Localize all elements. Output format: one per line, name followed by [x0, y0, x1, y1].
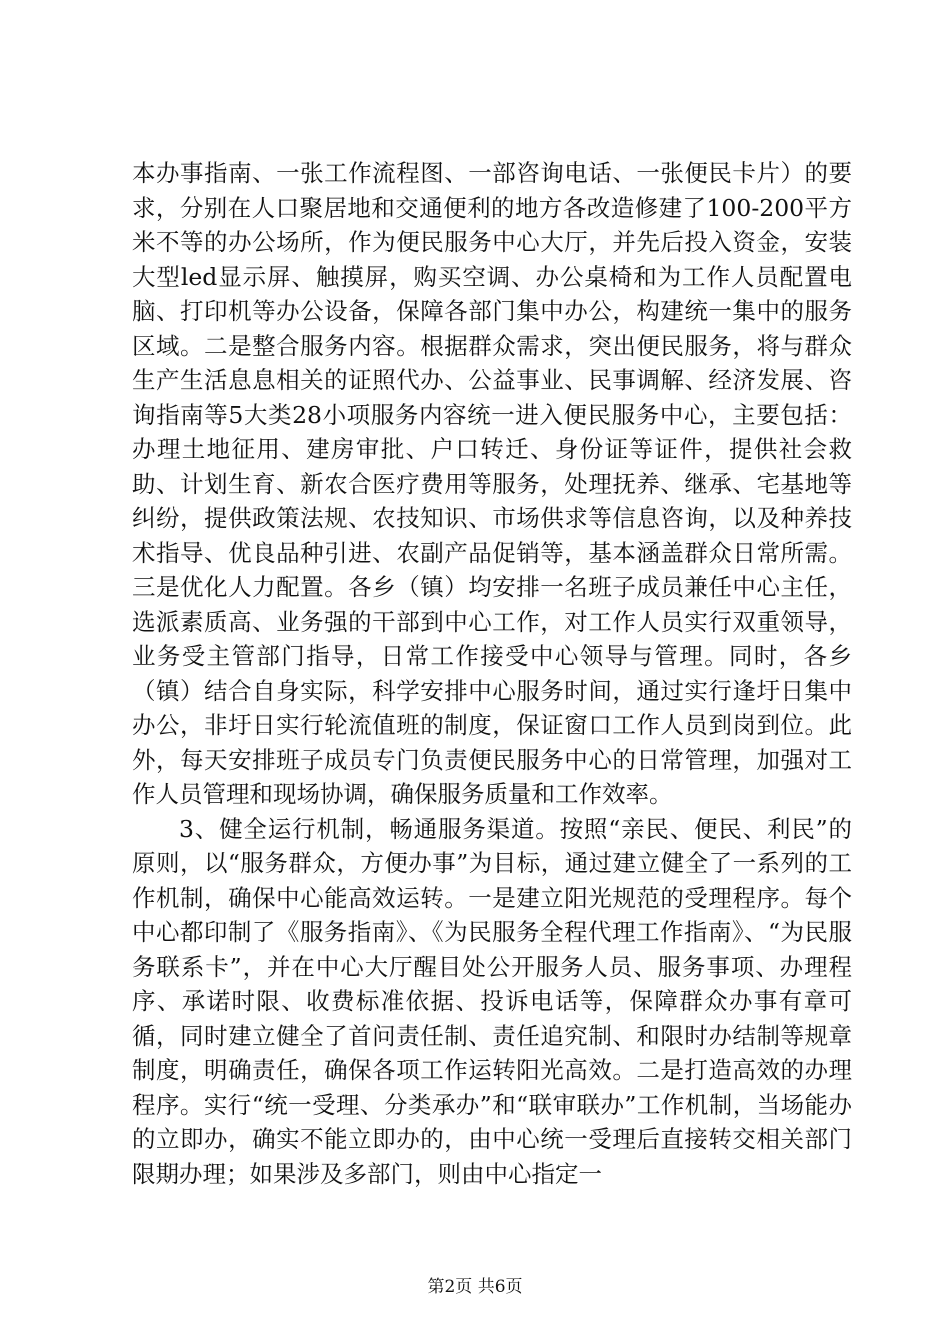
- paragraph-2: 3、健全运行机制，畅通服务渠道。按照“亲民、便民、利民”的原则，以“服务群众，方便办事”为目标，通过建立健全了一系列的工作机制，确保中心能高效运转。一是建立阳光规范的受理程序。每个中心都印制了《服务指南》、《为民服务全程代理工作指南》、“为民服务联系卡”，并在中心大厅醒目处公开服务人员、服务事项、办理程序、承诺时限、收费标准依据、投诉电话等，保障群众办事有章可循，同时建立健全了首问责任制、责任追究制、和限时办结制等规章制度，明确责任，确保各项工作运转阳光高效。二是打造高效的办理程序。实行“统一受理、分类承办”和“联审联办”工作机制，当场能办的立即办，确实不能立即办的，由中心统一受理后直接转交相关部门限期办理；如果涉及多部门，则由中心指定一: [132, 814, 852, 1188]
- document-body: [132, 156, 852, 1191]
- paragraph-1: 本办事指南、一张工作流程图、一部咨询电话、一张便民卡片）的要求，分别在人口聚居地和交通便利的地方各改造修建了100-200平方米不等的办公场所，作为便民服务中心大厅，并先后投入资金，安装大型led显示屏、触摸屏，购买空调、办公桌椅和为工作人员配置电脑、打印机等办公设备，保障各部门集中办公，构建统一集中的服务区域。二是整合服务内容。根据群众需求，突出便民服务，将与群众生产生活息息相关的证照代办、公益事业、民事调解、经济发展、咨询指南等5大类28小项服务内容统一进入便民服务中心，主要包括：办理土地征用、建房审批、户口转迁、身份证等证件，提供社会救助、计划生育、新农合医疗费用等服务，处理抚养、继承、宅基地等纠纷，提供政策法规、农技知识、市场供求等信息咨询，以及种养技术指导、优良品种引进、农副产品促销等，基本涵盖群众日常所需。三是优化人力配置。各乡（镇）均安排一名班子成员兼任中心主任，选派素质高、业务强的干部到中心工作，对工作人员实行双重领导，业务受主管部门指导，日常工作接受中心领导与管理。同时，各乡（镇）结合自身实际，科学安排中心服务时间，通过实行逢圩日集中办公，非圩日实行轮流值班的制度，保证窗口工作人员到岗到位。此外，每天安排班子成员专门负责便民服务中心的日常管理，加强对工作人员管理和现场协调，确保服务质量和工作效率。: [132, 159, 852, 808]
- page-number-footer: 第2页 共6页: [427, 1277, 523, 1297]
